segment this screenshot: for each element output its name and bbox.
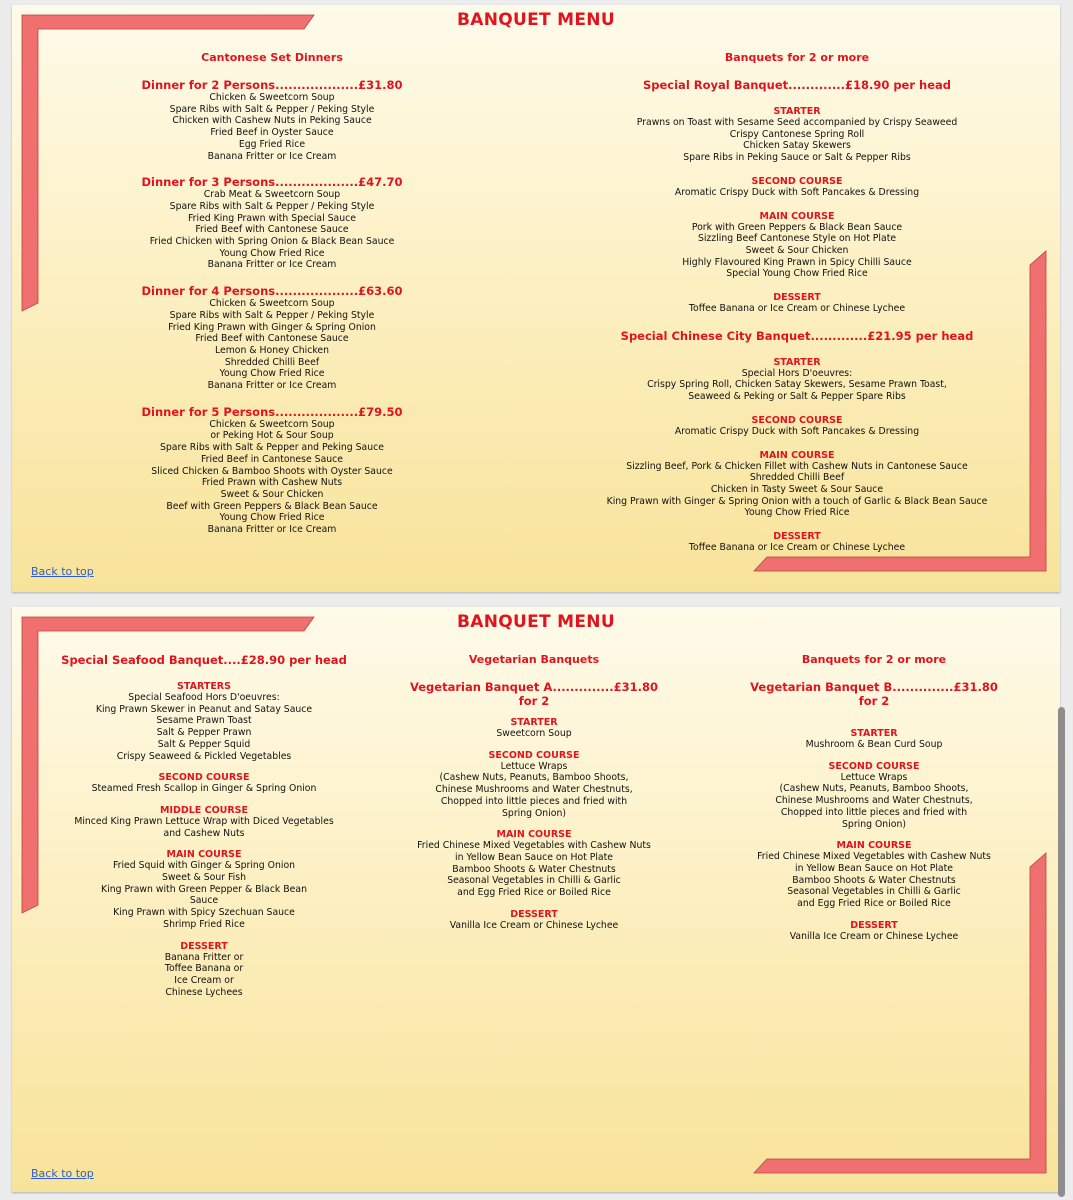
menu-item: Banana Fritter or Ice Cream (207, 259, 337, 271)
course-main-course (597, 211, 997, 281)
scrollbar[interactable] (1058, 707, 1065, 1197)
back-to-top-link[interactable]: Back to top (31, 565, 94, 578)
menu-item: Sizzling Beef, Pork & Chicken Fillet with Cashew Nuts in Cantonese Sauce (626, 460, 968, 472)
menu-item: Spare Ribs with Salt & Pepper and Peking Sauce (160, 442, 384, 454)
course-name: SECOND COURSE (751, 175, 843, 187)
menu-item: Fried King Prawn with Special Sauce (188, 212, 356, 224)
menu-item: Sauce (189, 895, 219, 907)
menu-item: Sizzling Beef Cantonese Style on Hot Plate (697, 233, 897, 245)
set-title: Dinner for 4 Persons...................£63.60 (141, 284, 403, 299)
menu-item: Shredded Chilli Beef (749, 472, 845, 484)
menu-item: Shredded Chilli Beef (224, 356, 320, 368)
course-name: SECOND COURSE (828, 760, 920, 772)
course-second-course (404, 750, 664, 820)
menu-item: Shrimp Fried Rice (163, 918, 245, 930)
menu-item: Chinese Mushrooms and Water Chestnuts, (775, 795, 973, 807)
banquet-title: Special Chinese City Banquet.............£21.95 per head (620, 328, 974, 343)
menu-item: Steamed Fresh Scallop in Ginger & Spring Onion (91, 783, 317, 795)
banquet-title: Special Royal Banquet.............£18.90 per head (642, 78, 952, 92)
course-second-course (744, 761, 1004, 831)
menu-item: Crispy Spring Roll, Chicken Satay Skewers, Sesame Prawn Toast, (647, 379, 947, 391)
menu-item: Special Hors D'oeuvres: (741, 367, 853, 379)
menu-item: Lettuce Wraps (840, 771, 908, 783)
menu-item: and Egg Fried Rice or Boiled Rice (797, 898, 951, 910)
menu-item: Sweet & Sour Chicken (220, 488, 324, 500)
menu-item: Spring Onion) (502, 807, 566, 819)
course-name: DESSERT (850, 919, 898, 931)
menu-item: Chopped into little pieces and fried with (440, 795, 628, 807)
menu-item: and Cashew Nuts (163, 827, 245, 839)
course-main-course (744, 840, 1004, 910)
section-heading: Cantonese Set Dinners (201, 51, 343, 64)
course-main-course (54, 849, 354, 930)
page-title: BANQUET MENU (457, 10, 615, 30)
menu-item: Crispy Seaweed & Pickled Vegetables (116, 750, 292, 762)
menu-item: Spare Ribs with Salt & Pepper / Peking Style (169, 309, 375, 321)
course-name: MAIN COURSE (496, 829, 572, 841)
menu-item: Chicken Satay Skewers (743, 140, 851, 152)
menu-item: Fried Chinese Mixed Vegetables with Cashew Nuts (417, 840, 651, 852)
menu-item: King Prawn with Spicy Szechuan Sauce (113, 907, 295, 919)
course-starter (404, 717, 664, 740)
menu-item: Minced King Prawn Lettuce Wrap with Diced Vegetables (74, 815, 334, 827)
section-heading: Vegetarian Banquets (468, 653, 600, 666)
set-title: Dinner for 5 Persons...................£79.50 (141, 404, 403, 419)
menu-item: Chicken & Sweetcorn Soup (209, 298, 335, 310)
menu-item: Spring Onion) (842, 818, 906, 830)
menu-item: Lemon & Honey Chicken (214, 344, 330, 356)
menu-item: Special Young Chow Fried Rice (726, 268, 868, 280)
banquet-title: Special Seafood Banquet....£28.90 per head (61, 653, 347, 667)
course-second-course (597, 176, 997, 199)
vegetarian-banquet-a (404, 653, 664, 931)
menu-item: Sesame Prawn Toast (156, 715, 252, 727)
menu-item: Aromatic Crispy Duck with Soft Pancakes & Dressing (674, 186, 920, 198)
menu-item: Crispy Cantonese Spring Roll (729, 128, 865, 140)
menu-item: King Prawn with Ginger & Spring Onion with a touch of Garlic & Black Bean Sauce (606, 495, 988, 507)
menu-item: Beef with Green Peppers & Black Bean Sauce (166, 500, 378, 512)
course-dessert (597, 531, 997, 554)
menu-item: Special Seafood Hors D'oeuvres: (128, 692, 280, 703)
course-name: STARTER (510, 717, 558, 728)
menu-item: Fried Beef in Oyster Sauce (210, 127, 334, 139)
course-middle-course (54, 805, 354, 839)
set-title: Dinner for 2 Persons...................£31.80 (141, 78, 403, 92)
menu-item: King Prawn Skewer in Peanut and Satay Sauce (95, 703, 313, 715)
menu-item: Fried King Prawn with Ginger & Spring Onion (168, 321, 376, 333)
city-banquet (597, 329, 997, 554)
course-starter (597, 106, 997, 164)
menu-item: Seasonal Vegetables in Chilli & Garlic (787, 886, 961, 898)
menu-item: Vanilla Ice Cream or Chinese Lychee (789, 930, 959, 942)
menu-item: Toffee Banana or (164, 963, 244, 975)
menu-item: Bamboo Shoots & Water Chestnuts (452, 863, 616, 875)
course-dessert (404, 909, 664, 932)
cantonese-set-dinners (77, 51, 467, 536)
menu-item: in Yellow Bean Sauce on Hot Plate (795, 862, 953, 874)
course-name: MAIN COURSE (166, 849, 242, 861)
menu-item: Banana Fritter or Ice Cream (207, 150, 337, 162)
course-name: STARTER (773, 356, 821, 368)
menu-item: Young Chow Fried Rice (219, 512, 325, 524)
menu-item: Fried Beef with Cantonese Sauce (195, 224, 349, 236)
course-name: DESSERT (510, 908, 558, 920)
menu-item: Prawns on Toast with Sesame Seed accompanied by Crispy Seaweed (636, 117, 958, 128)
course-main-course (404, 829, 664, 899)
menu-item: Chicken & Sweetcorn Soup (209, 418, 335, 430)
course-name: MAIN COURSE (759, 449, 835, 461)
menu-item: Pork with Green Peppers & Black Bean Sauce (691, 221, 903, 233)
menu-item: Egg Fried Rice (238, 138, 306, 150)
banquet-title: Vegetarian Banquet B..............£31.80 for 2 (750, 680, 998, 708)
menu-item: and Egg Fried Rice or Boiled Rice (457, 887, 611, 899)
menu-item: Spare Ribs with Salt & Pepper / Peking Style (169, 200, 375, 212)
course-starter (744, 728, 1004, 751)
menu-item: Chopped into little pieces and fried with (780, 806, 968, 818)
course-starter (597, 357, 997, 403)
menu-item: Seasonal Vegetables in Chilli & Garlic (447, 875, 621, 887)
menu-item: Banana Fritter or (164, 951, 244, 963)
menu-item: Chicken in Tasty Sweet & Sour Sauce (710, 483, 884, 495)
menu-item: Salt & Pepper Squid (157, 738, 251, 750)
course-name: MAIN COURSE (759, 210, 835, 222)
menu-item: (Cashew Nuts, Peanuts, Bamboo Shoots, (439, 772, 629, 784)
menu-page-2 (12, 607, 1060, 1192)
seafood-banquet (54, 653, 354, 998)
menu-item: Vanilla Ice Cream or Chinese Lychee (449, 919, 619, 931)
menu-item: in Yellow Bean Sauce on Hot Plate (455, 851, 613, 863)
banquets-for-two (597, 51, 997, 554)
vegetarian-banquet-b (744, 653, 1004, 942)
menu-item: Highly Flavoured King Prawn in Spicy Chilli Sauce (682, 256, 912, 268)
course-second-course (597, 415, 997, 438)
menu-item: Chinese Lychees (165, 986, 243, 998)
menu-item: Banana Fritter or Ice Cream (207, 380, 337, 392)
menu-item: Chicken with Cashew Nuts in Peking Sauce (172, 115, 372, 127)
page-title: BANQUET MENU (457, 612, 615, 632)
menu-item: Mushroom & Bean Curd Soup (805, 739, 943, 750)
banquet-title: Vegetarian Banquet A..............£31.80 for 2 (409, 680, 658, 708)
course-name: MIDDLE COURSE (159, 804, 249, 816)
section-heading: Banquets for 2 or more (724, 51, 870, 64)
menu-item: Chinese Mushrooms and Water Chestnuts, (435, 784, 633, 796)
menu-item: (Cashew Nuts, Peanuts, Bamboo Shoots, (779, 783, 969, 795)
menu-item: Seaweed & Peking or Salt & Pepper Spare Ribs (688, 391, 906, 403)
menu-page-1 (12, 5, 1060, 592)
menu-item: Sliced Chicken & Bamboo Shoots with Oyster Sauce (151, 465, 393, 477)
course-name: SECOND COURSE (488, 749, 580, 761)
menu-item: Salt & Pepper Prawn (156, 727, 252, 739)
menu-item: Fried Beef in Cantonese Sauce (201, 453, 343, 465)
course-name: STARTER (773, 106, 821, 117)
course-starters (54, 681, 354, 762)
course-name: MAIN COURSE (836, 840, 912, 852)
menu-item: Sweet & Sour Fish (162, 872, 246, 884)
menu-item: Ice Cream or (174, 974, 234, 986)
set-dinner-list (77, 78, 467, 536)
menu-item: Young Chow Fried Rice (219, 368, 325, 380)
course-dessert (744, 920, 1004, 943)
menu-item: or Peking Hot & Sour Soup (210, 430, 334, 442)
menu-item: Spare Ribs in Peking Sauce or Salt & Pepper Ribs (683, 152, 911, 164)
menu-item: Lettuce Wraps (500, 760, 568, 772)
menu-item: Chicken & Sweetcorn Soup (209, 92, 335, 103)
menu-item: Fried Prawn with Cashew Nuts (201, 477, 343, 489)
menu-item: Sweet & Sour Chicken (745, 244, 849, 256)
course-main-course (597, 450, 997, 520)
menu-item: Young Chow Fried Rice (744, 507, 850, 519)
course-name: SECOND COURSE (751, 414, 843, 426)
course-name: SECOND COURSE (158, 772, 250, 784)
menu-item: Fried Chicken with Spring Onion & Black Bean Sauce (149, 236, 395, 248)
menu-item: Spare Ribs with Salt & Pepper / Peking Style (169, 103, 375, 115)
back-to-top-link[interactable]: Back to top (31, 1167, 94, 1180)
section-heading: Banquets for 2 or more (801, 653, 947, 666)
course-name: STARTER (850, 728, 898, 739)
course-dessert (54, 941, 354, 999)
menu-item: King Prawn with Green Pepper & Black Bean (101, 883, 307, 895)
menu-item: Young Chow Fried Rice (219, 247, 325, 259)
course-dessert (597, 292, 997, 315)
menu-item: Toffee Banana or Ice Cream or Chinese Lychee (688, 542, 906, 554)
menu-item: Fried Chinese Mixed Vegetables with Cashew Nuts (757, 851, 991, 863)
royal-banquet (597, 78, 997, 315)
menu-item: Fried Beef with Cantonese Sauce (195, 333, 349, 345)
course-second-course (54, 772, 354, 795)
menu-item: Banana Fritter or Ice Cream (207, 524, 337, 536)
menu-item: Fried Squid with Ginger & Spring Onion (112, 860, 296, 872)
course-name: DESSERT (180, 940, 228, 952)
course-name: DESSERT (773, 531, 821, 543)
menu-item: Sweetcorn Soup (496, 728, 572, 739)
menu-item: Toffee Banana or Ice Cream or Chinese Lychee (688, 303, 906, 315)
course-name: STARTERS (177, 681, 231, 692)
menu-item: Aromatic Crispy Duck with Soft Pancakes & Dressing (674, 425, 920, 437)
menu-item: Bamboo Shoots & Water Chestnuts (792, 874, 956, 886)
menu-item: Crab Meat & Sweetcorn Soup (203, 189, 341, 201)
course-name: DESSERT (773, 292, 821, 304)
set-title: Dinner for 3 Persons...................£47.70 (141, 175, 403, 190)
